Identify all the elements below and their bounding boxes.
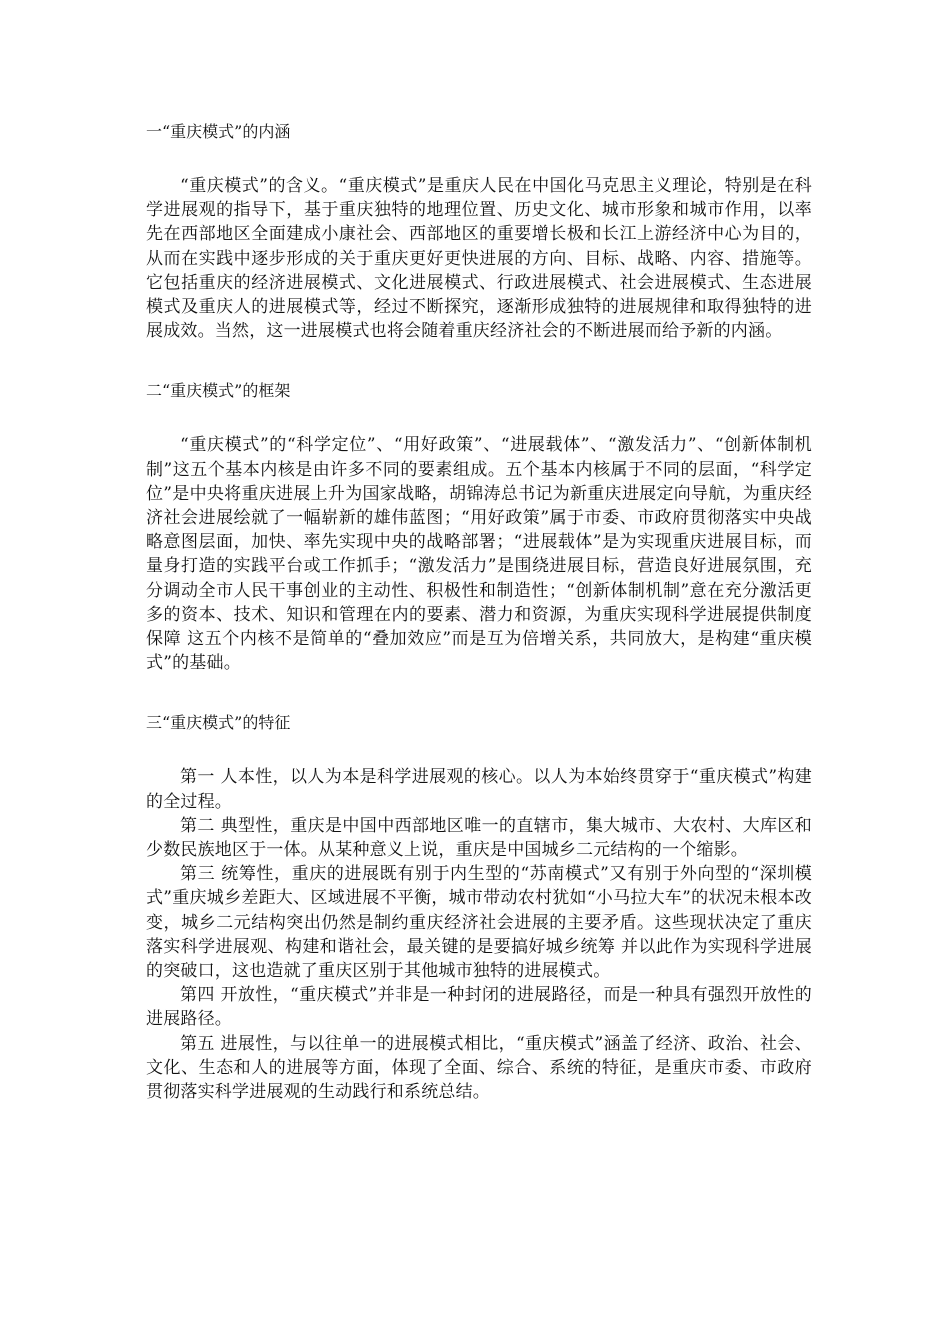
paragraph-feature-2: 第二 典型性，重庆是中国中西部地区唯一的直辖市，集大城市、大农村、大库区和少数民族地区于一体。从某种意义上说，重庆是中国城乡二元结构的一个缩影。 — [146, 815, 812, 861]
section-heading-connotation: 一“重庆模式”的内涵 — [146, 122, 291, 141]
section-heading-framework: 二“重庆模式”的框架 — [146, 381, 291, 401]
paragraph-framework: “重庆模式”的“科学定位”、“用好政策”、“进展载体”、“激发活力”、“创新体制机制”这五个基本内核是由许多不同的要素组成。五个基本内核属于不同的层面，“科学定位”是中央将重庆进展上升为国家战略，胡锦涛总书记为新重庆进展定向导航，为重庆经济社会进展绘就了一幅崭新的雄伟蓝图；“用好政策”属于市委、市政府贯彻落实中央战略意图层面，加快、率先实现中央的战略部署；“进展载体”是为实现重庆进展目标，而量身打造的实践平台或工作抓手；“激发活力”是围绕进展目标，营造良好进展氛围，充分调动全市人民干事创业的主动性、积极性和制造性；“创新体制机制”意在充分激活更多的资本、技术、知识和管理在内的要素、潜力和资源，为重庆实现科学进展提供制度保障 这五个内核不是简单的“叠加效应”而是互为倍增关系，共同放大，是构建“重庆模式”的基础。 — [146, 435, 812, 674]
paragraph-feature-3: 第三 统筹性，重庆的进展既有别于内生型的“苏南模式”又有别于外向型的“深圳模式”重庆城乡差距大、区域进展不平衡，城市带动农村犹如“小马拉大车”的状况未根本改变，城乡二元结构突出仍然是制约重庆经济社会进展的主要矛盾。这些现状决定了重庆落实科学进展观、构建和谐社会，最关键的是要搞好城乡统筹 并以此作为实现科学进展的突破口，这也造就了重庆区别于其他城市独特的进展模式。 — [146, 864, 812, 982]
paragraph-feature-4: 第四 开放性，“重庆模式”并非是一种封闭的进展路径，而是一种具有强烈开放性的进展路径。 — [146, 985, 812, 1030]
paragraph-connotation: “重庆模式”的含义。“重庆模式”是重庆人民在中国化马克思主义理论，特别是在科学进展观的指导下，基于重庆独特的地理位置、历史文化、城市形象和城市作用，以率先在西部地区全面建成小康社会、西部地区的重要增长极和长江上游经济中心为目的，从而在实践中逐步形成的关于重庆更好更快进展的方向、目标、战略、内容、措施等。它包括重庆的经济进展模式、文化进展模式、行政进展模式、社会进展模式、生态进展模式及重庆人的进展模式等，经过不断探究，逐渐形成独特的进展规律和取得独特的进展成效。当然，这一进展模式也将会随着重庆经济社会的不断进展而给予新的内涵。 — [146, 176, 812, 342]
paragraph-feature-5: 第五 进展性，与以往单一的进展模式相比，“重庆模式”涵盖了经济、政治、社会、文化、生态和人的进展等方面，体现了全面、综合、系统的特征，是重庆市委、市政府贯彻落实科学进展观的生动践行和系统总结。 — [146, 1033, 812, 1103]
document-body — [146, 120, 812, 1104]
paragraph-feature-1: 第一 人本性，以人为本是科学进展观的核心。以人为本始终贯穿于“重庆模式”构建的全过程。 — [146, 767, 812, 812]
section-heading-features: 三“重庆模式”的特征 — [146, 713, 291, 733]
